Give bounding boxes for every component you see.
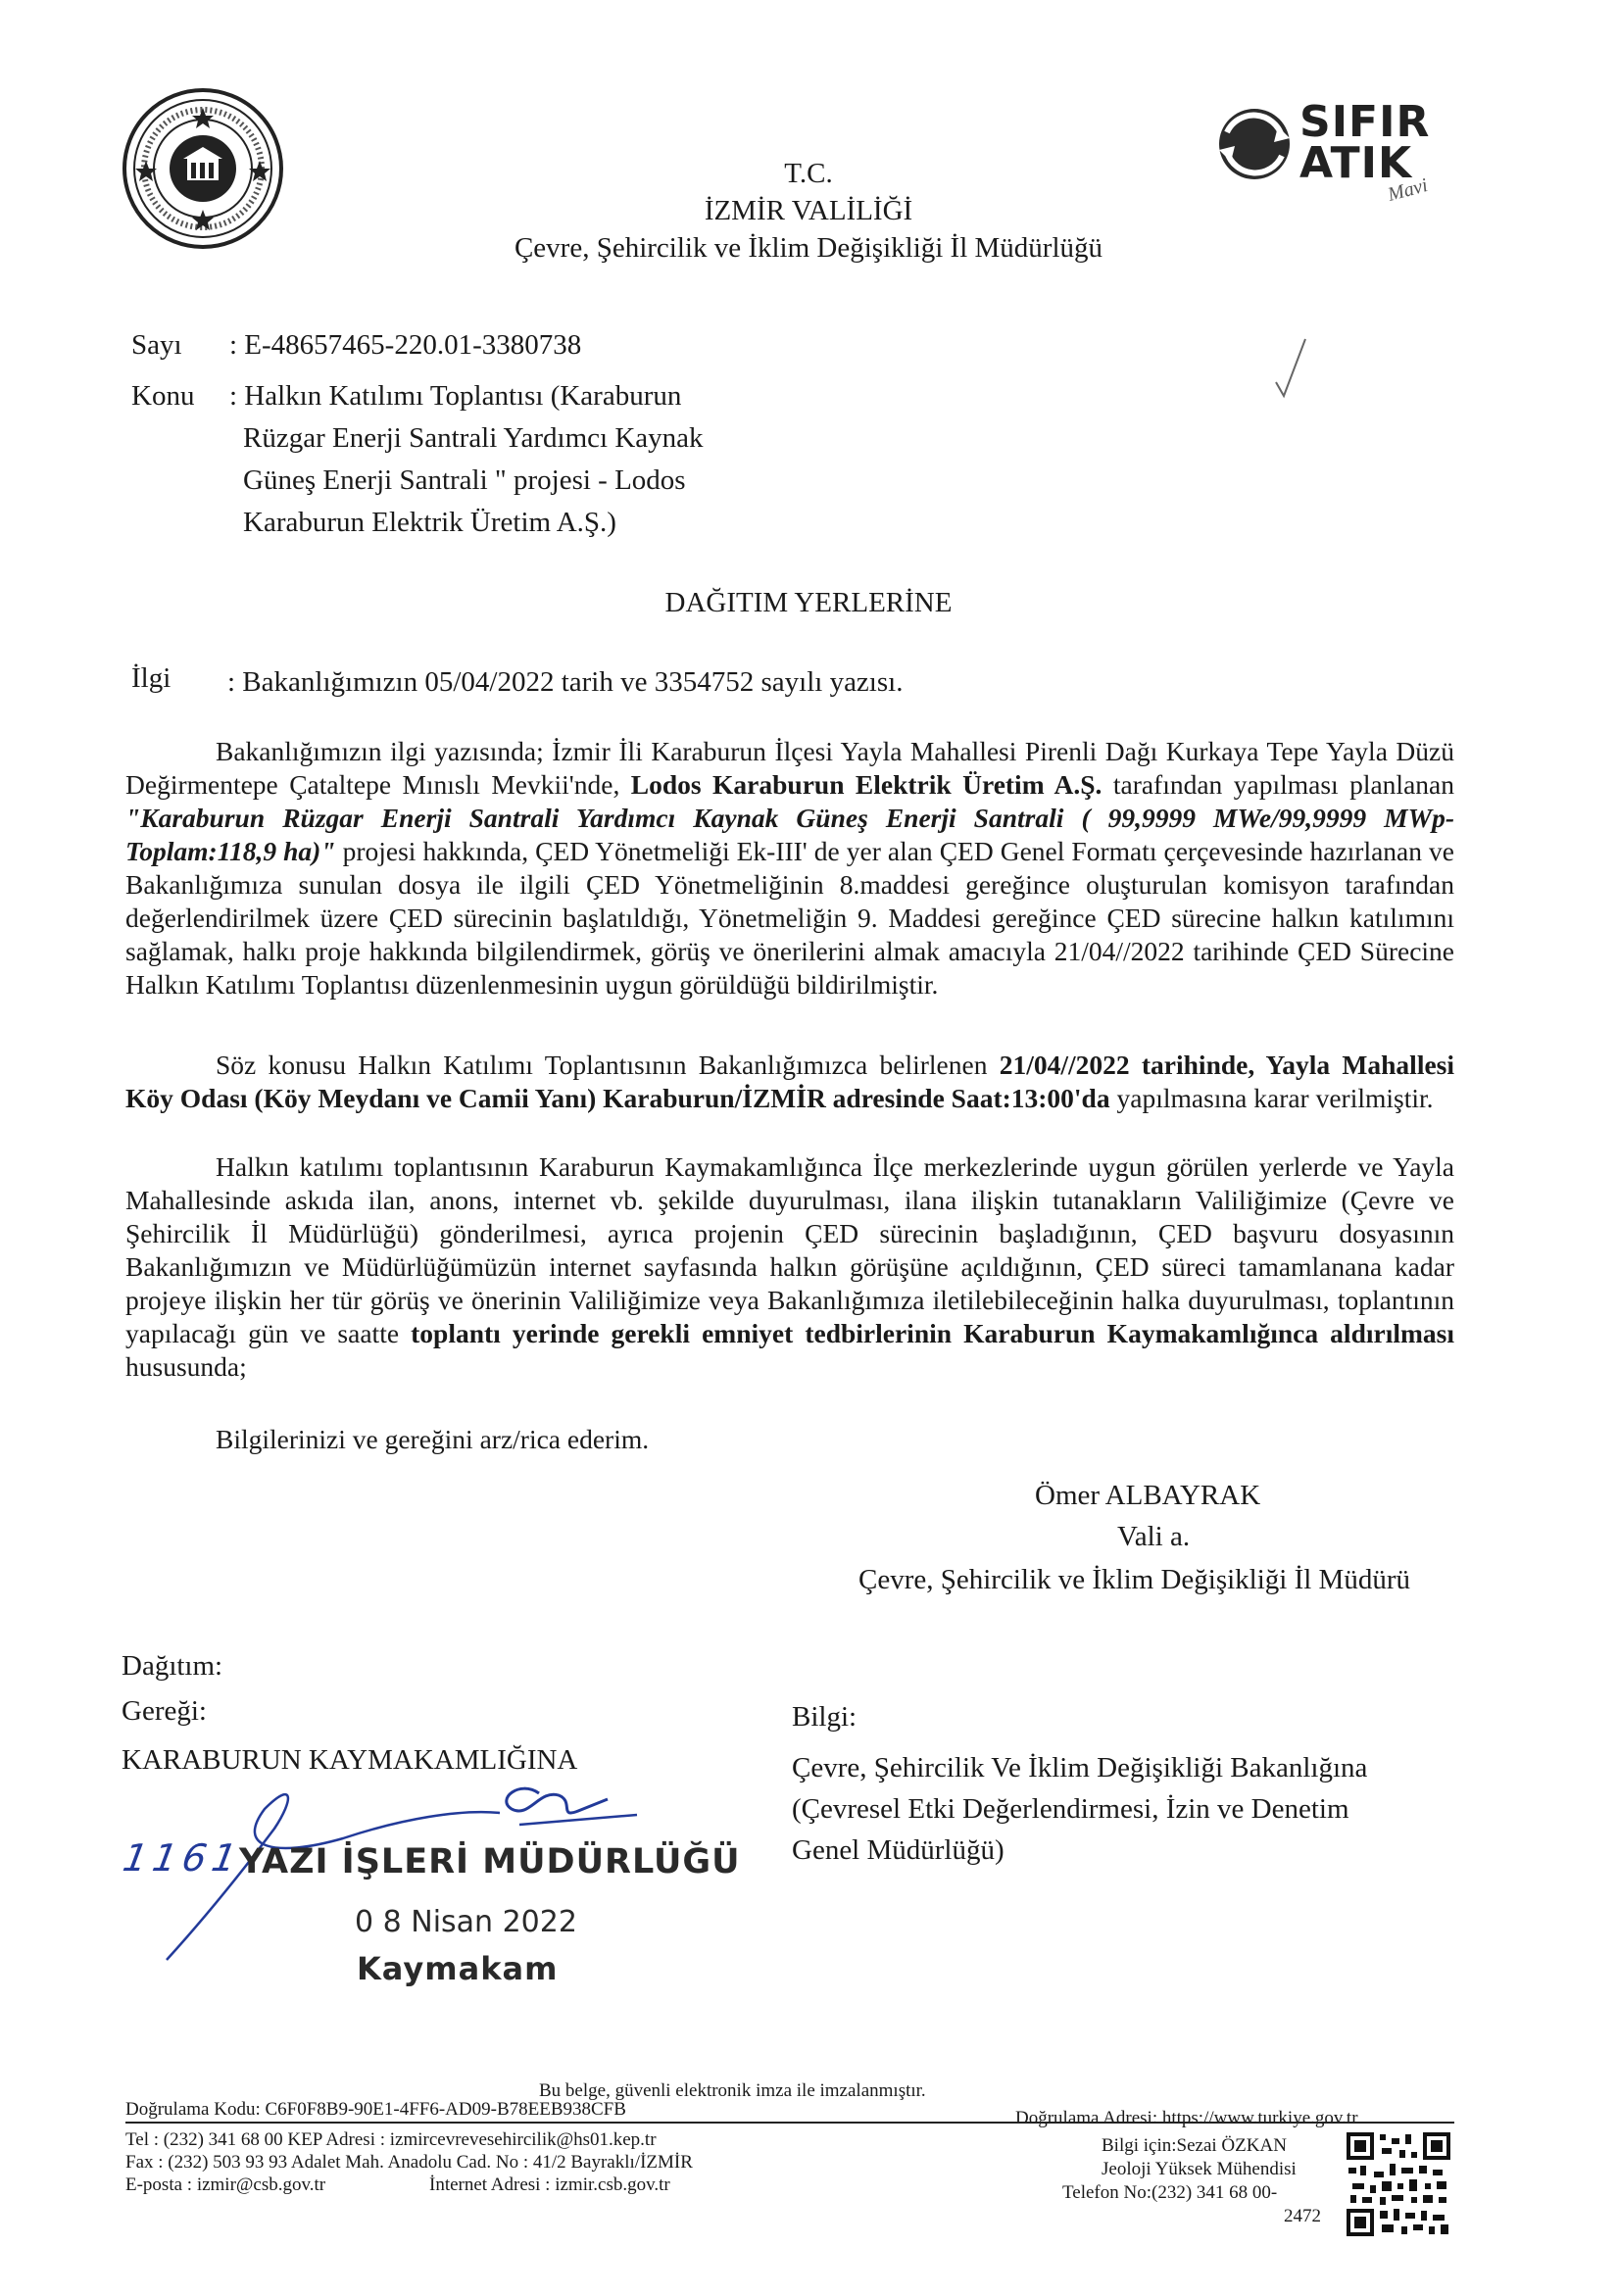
p2-text-c: yapılmasına karar verilmiştir. [1109,1083,1434,1113]
stamp-date: 0 8 Nisan 2022 [355,1905,577,1939]
addressee: DAĞITIM YERLERİNE [664,587,953,618]
p3-text-a: Halkın katılımı toplantısının Karaburun Kaymakamlığınca İlçe merkezlerinde uygun görülen yerlerde ve Yayla Mahallesinde askıda ilan, anons, internet vb. şekilde duyurulması, ilana ilişkin tutanakların Valiliğimize (Çevre ve Şehircilik İl Müdürlüğü) gönderilmesi, ayrıca projenin ÇED sürecinin başladığının, ÇED başvuru dosyasının Bakanlığımızın ve Müdürlüğümüzün internet sayfasında halkın görüşüne açıldığının, ÇED süreci tamamlanana kadar projeye ilişkin her tür görüş ve önerinin Valiliğimize veya Bakanlığımıza iletilebileceğinin halka duyurulması, toplantının yapılacağı gün ve saatte [125,1151,1454,1348]
contact-line-1: Tel : (232) 341 68 00 KEP Adresi : izmircevrevesehircilik@hs01.kep.tr [125,2129,657,2150]
contact-email: E-posta : izmir@csb.gov.tr [125,2174,326,2195]
ilgi-label: İlgi [131,662,172,694]
sayi-label: Sayı [131,329,182,361]
p2-meeting-details: 21/04//2022 tarihinde, Yayla Mahallesi Köy Odası (Köy Meydanı ve Camii Yanı) Karaburun/İZMİR adresinde Saat:13:00'da [125,1050,1455,1113]
body-paragraph-1 [125,735,1454,1001]
verification-address: Doğrulama Adresi: https://www.turkiye.gov.tr [1015,2108,1358,2128]
logo-text-sifir: SIFIR [1299,97,1431,147]
footer-divider [125,2122,1454,2124]
stamp-authority: Kaymakam [357,1950,559,1987]
bilgi-line-1: Çevre, Şehircilik Ve İklim Değişikliği Bakanlığına [792,1752,1368,1783]
contact-internet: İnternet Adresi : izmir.csb.gov.tr [429,2174,670,2195]
sayi-value: : E-48657465-220.01-3380738 [229,329,582,361]
e-signature-note: Bu belge, güvenli elektronik imza ile imzalanmıştır. [539,2080,926,2101]
signatory-title-1: Vali a. [1117,1521,1191,1552]
konu-line-4: Karaburun Elektrik Üretim A.Ş.) [243,507,616,538]
info-line-2: Jeoloji Yüksek Mühendisi [1102,2159,1297,2179]
stamp-office: YAZI İŞLERİ MÜDÜRLÜĞÜ [239,1842,741,1881]
header-directorate: Çevre, Şehircilik ve İklim Değişikliği İl Müdürlüğü [514,232,1103,264]
logo-text-mavi: Mavi [1385,174,1431,206]
qr-code-icon [1347,2132,1450,2236]
p1-text-e: projesi hakkında, ÇED Yönetmeliği Ek-III' de yer alan ÇED Genel Formatı çerçevesinde hazırlanan ve Bakanlığımıza sunulan dosya ile ilgili ÇED Yönetmeliğinin 8.maddesi gereğince oluşturulan komisyon tarafından değerlendirilmek üzere ÇED sürecinin başlatıldığı, Yönetmeliğin 9. Maddesi gereğince ÇED sürecine halkın katılımını sağlamak, halkı proje hakkında bilgilendirmek, görüş ve önerilerini almak amacıyla 21/04//2022 tarihinde ÇED Sürecine Halkın Katılımı Toplantısı düzenlenmesinin uygun görüldüğü bildirilmiştir. [125,836,1454,1000]
header-tc: T.C. [784,158,833,189]
body-paragraph-2 [125,1049,1454,1115]
signatory-title-2: Çevre, Şehircilik ve İklim Değişikliği İl Müdürü [858,1564,1410,1595]
distribution-heading: Dağıtım: [122,1650,223,1682]
check-mark-icon [1272,335,1311,409]
info-line-4: 2472 [1284,2206,1321,2226]
verification-code: Doğrulama Kodu: C6F0F8B9-90E1-4FF6-AD09-B78EEB938CFB [125,2099,626,2120]
header-governorship: İZMİR VALİLİĞİ [704,195,913,226]
konu-line-2: Rüzgar Enerji Santrali Yardımcı Kaynak [243,422,704,454]
p1-text-a: Bakanlığımızın ilgi yazısında; İzmir İli Karaburun İlçesi Yayla Mahallesi Pirenli Dağı Kurkaya Tepe Yayla Düzü Değirmentepe Çataltepe Mınıslı Mevkii'nde, [125,736,1454,800]
body-paragraph-4: Bilgilerinizi ve gereğini arz/rica ederim. [216,1424,650,1454]
info-line-1: Bilgi için:Sezai ÖZKAN [1102,2135,1287,2156]
p3-text-c: hususunda; [125,1351,247,1382]
konu-line-3: Güneş Enerji Santrali " projesi - Lodos [243,464,686,496]
stamp-number: 1161 [120,1836,246,1880]
bilgi-label: Bilgi: [792,1701,858,1733]
signatory-name: Ömer ALBAYRAK [1035,1480,1261,1511]
p1-company: Lodos Karaburun Elektrik Üretim A.Ş. [630,769,1102,800]
p1-text-c: tarafından yapılması planlanan [1102,769,1454,800]
konu-line-1: : Halkın Katılımı Toplantısı (Karaburun [229,380,682,412]
logo-text-atik: ATIK [1299,138,1413,188]
p2-text-a: Söz konusu Halkın Katılımı Toplantısının Bakanlığımızca belirlenen [216,1050,1000,1080]
body-paragraph-3 [125,1150,1454,1384]
p1-project-name: "Karaburun Rüzgar Enerji Santrali Yardımcı Kaynak Güneş Enerji Santrali ( 99,9999 MWe/99,9999 MWp- Toplam:118,9 ha)" [125,803,1454,866]
ilgi-value: : Bakanlığımızın 05/04/2022 tarih ve 3354752 sayılı yazısı. [227,666,904,698]
contact-line-2: Fax : (232) 503 93 93 Adalet Mah. Anadolu Cad. No : 41/2 Bayraklı/İZMİR [125,2152,693,2173]
gereği-label: Gereği: [122,1695,207,1727]
gereği-value: KARABURUN KAYMAKAMLIĞINA [122,1744,578,1776]
p3-security-measures: toplantı yerinde gerekli emniyet tedbirlerinin Karaburun Kaymakamlığınca aldırılması [411,1318,1454,1348]
info-line-3: Telefon No:(232) 341 68 00- [1062,2182,1278,2203]
bilgi-line-2: (Çevresel Etki Değerlendirmesi, İzin ve Denetim [792,1793,1349,1825]
bilgi-line-3: Genel Müdürlüğü) [792,1834,1004,1866]
konu-label: Konu [131,380,195,412]
